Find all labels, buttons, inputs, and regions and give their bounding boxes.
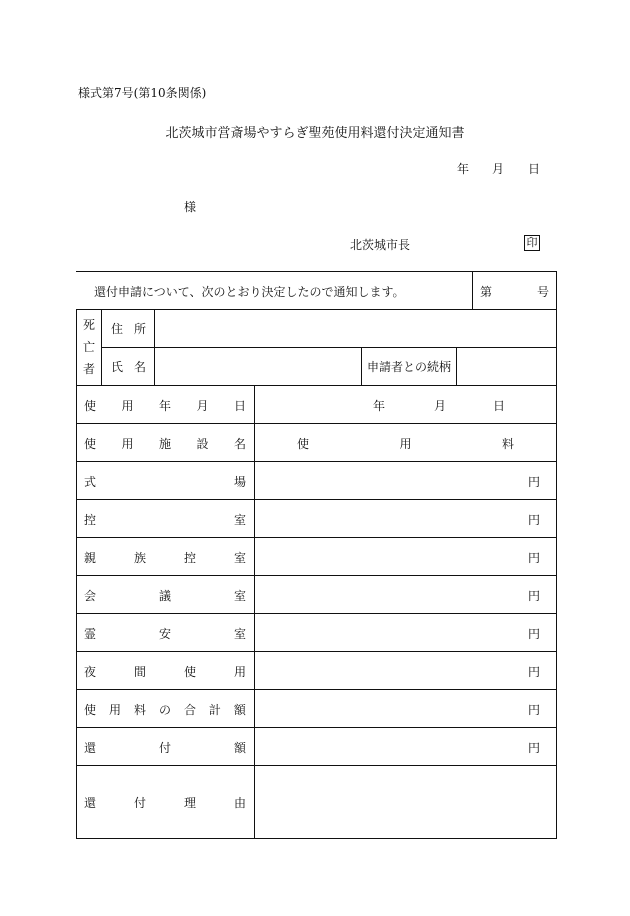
refund-reason-label-char: 理 [183, 796, 196, 810]
fee-amount-field[interactable] [256, 539, 522, 573]
yen-unit: 円 [528, 665, 541, 679]
date-year-label: 年 [457, 162, 470, 176]
fee-row-label-char: 額 [233, 741, 246, 755]
deceased-field-rule [154, 309, 155, 385]
refund-reason-label-char: 由 [233, 796, 246, 810]
row-rule [76, 727, 557, 728]
relation-field[interactable] [458, 349, 554, 383]
fee-row-label-char: 用 [233, 665, 246, 679]
fee-row-label [84, 511, 246, 528]
relation-label-right-rule [456, 347, 457, 385]
yen-unit: 円 [528, 589, 541, 603]
fee-row-label-char: 額 [233, 703, 246, 717]
fee-row-label [84, 739, 246, 756]
row-rule [76, 499, 557, 500]
fee-amount-field[interactable] [256, 691, 522, 725]
row-rule [76, 651, 557, 652]
notice-text: 還付申請について、次のとおり決定したので通知します。 [94, 285, 405, 299]
fee-row-label-char: 控 [183, 551, 196, 565]
yen-unit: 円 [528, 475, 541, 489]
deceased-label-char: 亡 [83, 340, 96, 354]
fee-row-label-char: 料 [133, 703, 146, 717]
fee-row-label-char: 安 [158, 627, 171, 641]
fee-amount-field[interactable] [256, 729, 522, 763]
deceased-label-rule [101, 309, 102, 385]
usage-date-label [84, 397, 246, 414]
fee-row-label-char: 室 [233, 589, 246, 603]
fee-row-label-char: 合 [183, 703, 196, 717]
row-rule [76, 537, 557, 538]
deceased-bottom-rule [76, 385, 557, 386]
address-label-char: 所 [133, 322, 146, 336]
usage-date-month: 月 [434, 399, 447, 413]
name-label-char: 名 [133, 360, 146, 374]
fee-row-label-char: 式 [84, 475, 97, 489]
notice-bottom-rule [76, 309, 557, 310]
fee-row-label-char: 使 [183, 665, 196, 679]
relation-label-left-rule [361, 347, 362, 385]
address-label-char: 住 [111, 322, 124, 336]
fee-label-char: 用 [399, 437, 412, 451]
notice-number-field[interactable] [492, 275, 532, 305]
fee-row-label-char: 親 [84, 551, 97, 565]
fee-row-label [84, 701, 246, 718]
deceased-label-char: 者 [83, 362, 96, 376]
number-box-left-rule [472, 271, 473, 309]
facility-label-char: 用 [121, 437, 134, 451]
fee-row-label-char: 議 [158, 589, 171, 603]
usage-date-label-char: 月 [196, 399, 209, 413]
refund-reason-label [84, 794, 246, 811]
facility-label-char: 使 [84, 437, 97, 451]
usage-date-label-char: 年 [158, 399, 171, 413]
facility-label-char: 施 [158, 437, 171, 451]
fee-row-label-char: 間 [133, 665, 146, 679]
fee-label-char: 使 [297, 437, 310, 451]
notice-top-rule [76, 271, 557, 272]
label-value-divider [254, 385, 255, 839]
fee-row-label-char: の [158, 703, 171, 717]
table-left-rule [76, 309, 77, 839]
fee-amount-field[interactable] [256, 463, 522, 497]
deceased-label-char: 死 [83, 318, 96, 332]
fee-row-label-char: 還 [84, 741, 97, 755]
fee-row-label [84, 587, 246, 604]
addressee-suffix: 様 [184, 200, 197, 214]
facility-label-char: 設 [196, 437, 209, 451]
fee-row-label-char: 計 [208, 703, 221, 717]
fee-row-label-char: 室 [233, 627, 246, 641]
fee-row-label-char: 室 [233, 513, 246, 527]
row-rule [76, 423, 557, 424]
usage-date-label-char: 使 [84, 399, 97, 413]
refund-reason-label-char: 付 [133, 796, 146, 810]
usage-date-field[interactable] [256, 387, 554, 421]
yen-unit: 円 [528, 741, 541, 755]
yen-unit: 円 [528, 627, 541, 641]
fee-row-label-char: 使 [84, 703, 97, 717]
deceased-mid-rule [101, 347, 557, 348]
row-rule [76, 575, 557, 576]
name-label [111, 358, 146, 375]
table-bottom-rule [76, 838, 557, 839]
fee-amount-field[interactable] [256, 615, 522, 649]
fee-row-label-char: 室 [233, 551, 246, 565]
fee-row-label-char: 霊 [84, 627, 97, 641]
document-title: 北茨城市営斎場やすらぎ聖苑使用料還付決定通知書 [165, 126, 465, 141]
fee-label-char: 料 [501, 437, 514, 451]
table-right-rule [556, 271, 557, 839]
date-month-label: 月 [492, 162, 505, 176]
fee-label [297, 435, 514, 452]
fee-amount-field[interactable] [256, 653, 522, 687]
form-number: 様式第7号(第10条関係) [78, 86, 207, 100]
refund-reason-field[interactable] [256, 765, 554, 836]
fee-row-label-char: 付 [158, 741, 171, 755]
usage-date-label-char: 用 [121, 399, 134, 413]
name-field[interactable] [156, 349, 359, 383]
facility-label [84, 435, 246, 452]
fee-amount-field[interactable] [256, 501, 522, 535]
issuer-name: 北茨城市長 [350, 238, 411, 252]
address-label [111, 320, 146, 337]
number-prefix: 第 [480, 285, 493, 299]
fee-row-label-char: 夜 [84, 665, 97, 679]
fee-row-label-char: 族 [133, 551, 146, 565]
row-rule [76, 461, 557, 462]
fee-row-label-char: 控 [84, 513, 97, 527]
seal-mark: 印 [524, 235, 540, 251]
usage-date-day: 日 [493, 399, 506, 413]
fee-row-label [84, 473, 246, 490]
fee-row-label-char: 用 [108, 703, 121, 717]
usage-date-label-char: 日 [233, 399, 246, 413]
usage-date-year: 年 [373, 399, 386, 413]
address-field[interactable] [156, 311, 554, 345]
yen-unit: 円 [528, 703, 541, 717]
facility-label-char: 名 [233, 437, 246, 451]
yen-unit: 円 [528, 551, 541, 565]
fee-row-label [84, 625, 246, 642]
fee-row-label-char: 会 [84, 589, 97, 603]
name-label-char: 氏 [111, 360, 124, 374]
fee-row-label [84, 549, 246, 566]
fee-row-label-char: 場 [233, 475, 246, 489]
relation-label: 申請者との続柄 [367, 360, 452, 374]
number-suffix: 号 [537, 285, 550, 299]
row-rule [76, 613, 557, 614]
fee-amount-field[interactable] [256, 577, 522, 611]
refund-reason-label-char: 還 [84, 796, 97, 810]
fee-row-label [84, 663, 246, 680]
row-rule [76, 689, 557, 690]
yen-unit: 円 [528, 513, 541, 527]
date-day-label: 日 [528, 162, 541, 176]
